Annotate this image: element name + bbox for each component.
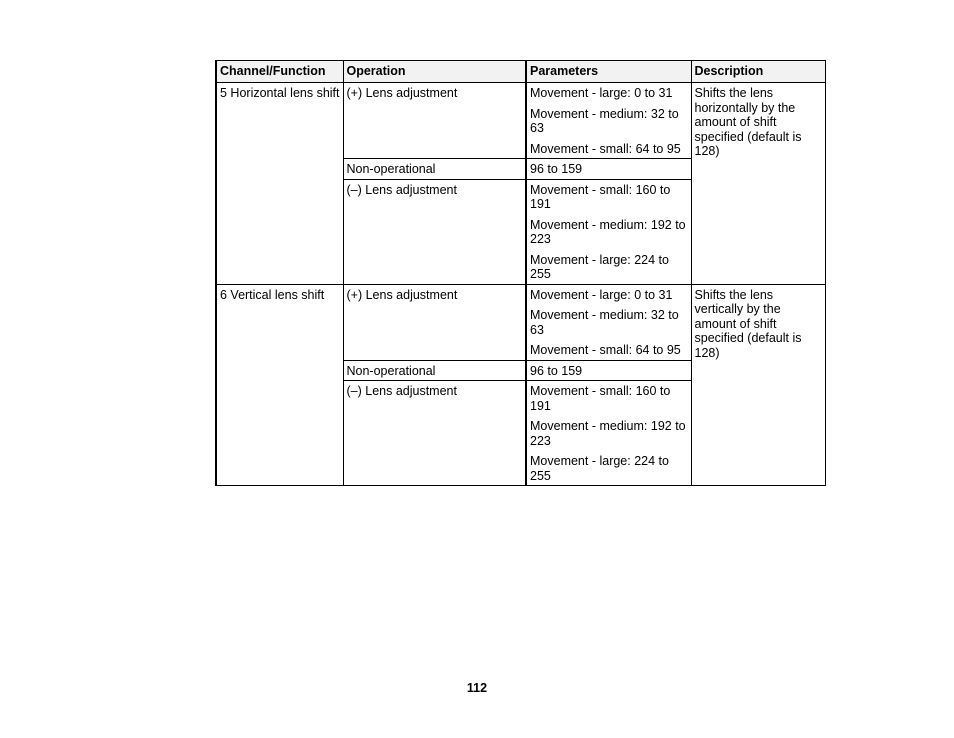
parameter-value: Movement - small: 160 to 191 — [530, 182, 671, 211]
operation-cell: Non-operational — [343, 159, 526, 180]
parameters-cell — [526, 159, 691, 180]
channel-cell: 5 Horizontal lens shift — [216, 83, 343, 285]
description-cell: Shifts the lens horizontally by the amount of shift specified (default is 128) — [691, 83, 825, 285]
lens-shift-table — [215, 60, 826, 486]
table-row — [216, 83, 825, 159]
parameters-cell — [526, 83, 691, 159]
parameter-value: Movement - large: 224 to 255 — [530, 454, 669, 483]
table-row — [216, 284, 825, 360]
operation-cell: (–) Lens adjustment — [343, 381, 526, 486]
header-channel-function: Channel/Function — [216, 61, 343, 83]
header-description: Description — [691, 61, 825, 83]
operation-cell: Non-operational — [343, 360, 526, 381]
header-operation: Operation — [343, 61, 526, 83]
parameter-value: Movement - large: 0 to 31 — [530, 287, 673, 302]
parameters-cell — [526, 284, 691, 360]
parameter-value: Movement - medium: 32 to 63 — [530, 106, 679, 135]
parameters-cell — [526, 360, 691, 381]
parameter-value: Movement - medium: 32 to 63 — [530, 308, 679, 337]
parameters-cell — [526, 179, 691, 284]
table-header-row — [216, 61, 825, 83]
parameter-value: 96 to 159 — [530, 162, 583, 176]
operation-cell: (+) Lens adjustment — [343, 83, 526, 159]
parameter-value: Movement - small: 160 to 191 — [530, 384, 671, 413]
parameter-value: Movement - medium: 192 to 223 — [530, 217, 686, 246]
parameters-cell — [526, 381, 691, 486]
parameter-value: Movement - small: 64 to 95 — [530, 141, 681, 156]
header-parameters: Parameters — [526, 61, 691, 83]
page-number: 112 — [466, 681, 488, 695]
parameter-value: Movement - large: 224 to 255 — [530, 252, 669, 281]
parameter-value: Movement - medium: 192 to 223 — [530, 419, 686, 448]
parameter-value: 96 to 159 — [530, 363, 583, 378]
channel-cell: 6 Vertical lens shift — [216, 284, 343, 486]
operation-cell: (–) Lens adjustment — [343, 179, 526, 284]
parameter-value: Movement - large: 0 to 31 — [530, 86, 673, 100]
description-cell: Shifts the lens vertically by the amount of shift specified (default is 128) — [691, 284, 825, 486]
operation-cell: (+) Lens adjustment — [343, 284, 526, 360]
parameter-value: Movement - small: 64 to 95 — [530, 343, 681, 357]
